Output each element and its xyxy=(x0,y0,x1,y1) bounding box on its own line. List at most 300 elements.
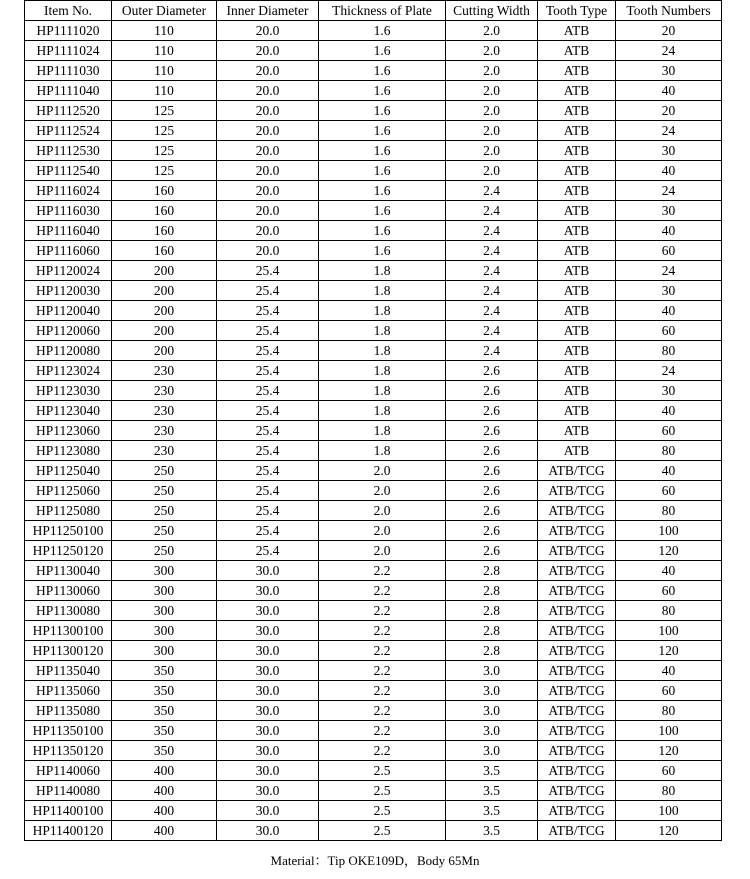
cell-item-no: HP1123024 xyxy=(25,361,112,381)
cell-inner-diameter: 30.0 xyxy=(217,701,319,721)
table-header xyxy=(25,1,722,21)
cell-item-no: HP1112540 xyxy=(25,161,112,181)
cell-outer-diameter: 110 xyxy=(112,21,217,41)
cell-cutting-width: 3.0 xyxy=(446,661,538,681)
table-row xyxy=(25,481,722,501)
cell-inner-diameter: 25.4 xyxy=(217,261,319,281)
cell-cutting-width: 2.8 xyxy=(446,641,538,661)
cell-tooth-type: ATB xyxy=(538,181,616,201)
cell-cutting-width: 2.8 xyxy=(446,621,538,641)
cell-thickness-of-plate: 1.8 xyxy=(319,261,446,281)
cell-thickness-of-plate: 2.2 xyxy=(319,561,446,581)
table-row xyxy=(25,221,722,241)
cell-item-no: HP1130080 xyxy=(25,601,112,621)
cell-tooth-type: ATB/TCG xyxy=(538,681,616,701)
cell-outer-diameter: 110 xyxy=(112,81,217,101)
cell-item-no: HP1123040 xyxy=(25,401,112,421)
cell-inner-diameter: 30.0 xyxy=(217,801,319,821)
cell-tooth-numbers: 80 xyxy=(616,781,722,801)
table-row xyxy=(25,641,722,661)
header-tooth-type: Tooth Type xyxy=(538,1,616,21)
cell-item-no: HP1111040 xyxy=(25,81,112,101)
cell-inner-diameter: 25.4 xyxy=(217,361,319,381)
cell-tooth-type: ATB xyxy=(538,381,616,401)
cell-item-no: HP1130060 xyxy=(25,581,112,601)
table-row xyxy=(25,201,722,221)
cell-thickness-of-plate: 1.8 xyxy=(319,421,446,441)
cell-inner-diameter: 30.0 xyxy=(217,761,319,781)
table-row xyxy=(25,701,722,721)
cell-tooth-type: ATB/TCG xyxy=(538,601,616,621)
cell-outer-diameter: 200 xyxy=(112,281,217,301)
cell-item-no: HP11300100 xyxy=(25,621,112,641)
cell-tooth-numbers: 30 xyxy=(616,281,722,301)
cell-tooth-numbers: 20 xyxy=(616,21,722,41)
cell-item-no: HP11300120 xyxy=(25,641,112,661)
header-outer-diameter: Outer Diameter xyxy=(112,1,217,21)
cell-cutting-width: 3.0 xyxy=(446,681,538,701)
cell-tooth-type: ATB/TCG xyxy=(538,821,616,841)
cell-inner-diameter: 25.4 xyxy=(217,341,319,361)
cell-tooth-type: ATB/TCG xyxy=(538,701,616,721)
cell-tooth-numbers: 24 xyxy=(616,261,722,281)
table-row xyxy=(25,601,722,621)
cell-thickness-of-plate: 2.5 xyxy=(319,801,446,821)
cell-tooth-type: ATB xyxy=(538,361,616,381)
cell-tooth-numbers: 100 xyxy=(616,621,722,641)
cell-outer-diameter: 160 xyxy=(112,201,217,221)
cell-tooth-numbers: 20 xyxy=(616,101,722,121)
cell-outer-diameter: 350 xyxy=(112,681,217,701)
cell-outer-diameter: 300 xyxy=(112,641,217,661)
table-row xyxy=(25,801,722,821)
cell-thickness-of-plate: 2.0 xyxy=(319,501,446,521)
cell-outer-diameter: 200 xyxy=(112,321,217,341)
cell-item-no: HP1125060 xyxy=(25,481,112,501)
table-row xyxy=(25,761,722,781)
cell-tooth-type: ATB xyxy=(538,321,616,341)
cell-outer-diameter: 230 xyxy=(112,441,217,461)
header-item-no: Item No. xyxy=(25,1,112,21)
cell-item-no: HP11250120 xyxy=(25,541,112,561)
cell-tooth-numbers: 80 xyxy=(616,441,722,461)
table-row xyxy=(25,741,722,761)
cell-inner-diameter: 30.0 xyxy=(217,821,319,841)
cell-cutting-width: 2.6 xyxy=(446,461,538,481)
table-row xyxy=(25,681,722,701)
cell-item-no: HP11350120 xyxy=(25,741,112,761)
cell-inner-diameter: 20.0 xyxy=(217,81,319,101)
cell-cutting-width: 2.6 xyxy=(446,361,538,381)
table-row xyxy=(25,341,722,361)
cell-tooth-numbers: 100 xyxy=(616,521,722,541)
cell-thickness-of-plate: 2.0 xyxy=(319,541,446,561)
cell-inner-diameter: 25.4 xyxy=(217,461,319,481)
cell-tooth-numbers: 30 xyxy=(616,141,722,161)
cell-inner-diameter: 30.0 xyxy=(217,621,319,641)
cell-cutting-width: 3.0 xyxy=(446,721,538,741)
cell-thickness-of-plate: 2.5 xyxy=(319,761,446,781)
cell-tooth-numbers: 40 xyxy=(616,561,722,581)
cell-cutting-width: 2.0 xyxy=(446,81,538,101)
table-row xyxy=(25,241,722,261)
cell-inner-diameter: 20.0 xyxy=(217,181,319,201)
cell-item-no: HP11250100 xyxy=(25,521,112,541)
cell-inner-diameter: 25.4 xyxy=(217,301,319,321)
table-row xyxy=(25,381,722,401)
cell-cutting-width: 2.4 xyxy=(446,201,538,221)
cell-cutting-width: 2.6 xyxy=(446,421,538,441)
cell-item-no: HP1125040 xyxy=(25,461,112,481)
cell-item-no: HP11400100 xyxy=(25,801,112,821)
cell-item-no: HP1123060 xyxy=(25,421,112,441)
cell-tooth-type: ATB/TCG xyxy=(538,761,616,781)
cell-cutting-width: 2.0 xyxy=(446,41,538,61)
cell-outer-diameter: 125 xyxy=(112,161,217,181)
cell-tooth-type: ATB xyxy=(538,161,616,181)
cell-item-no: HP1120040 xyxy=(25,301,112,321)
cell-tooth-numbers: 100 xyxy=(616,801,722,821)
cell-tooth-numbers: 40 xyxy=(616,661,722,681)
table-row xyxy=(25,301,722,321)
cell-inner-diameter: 25.4 xyxy=(217,281,319,301)
cell-inner-diameter: 20.0 xyxy=(217,21,319,41)
cell-item-no: HP1140080 xyxy=(25,781,112,801)
table-row xyxy=(25,441,722,461)
table-row xyxy=(25,121,722,141)
cell-tooth-numbers: 24 xyxy=(616,121,722,141)
cell-outer-diameter: 300 xyxy=(112,621,217,641)
cell-thickness-of-plate: 2.2 xyxy=(319,601,446,621)
cell-inner-diameter: 20.0 xyxy=(217,161,319,181)
cell-item-no: HP1130040 xyxy=(25,561,112,581)
cell-outer-diameter: 350 xyxy=(112,741,217,761)
cell-thickness-of-plate: 1.8 xyxy=(319,281,446,301)
cell-tooth-numbers: 30 xyxy=(616,61,722,81)
cell-tooth-numbers: 30 xyxy=(616,201,722,221)
cell-item-no: HP1140060 xyxy=(25,761,112,781)
cell-thickness-of-plate: 2.2 xyxy=(319,741,446,761)
cell-inner-diameter: 25.4 xyxy=(217,481,319,501)
cell-cutting-width: 3.5 xyxy=(446,761,538,781)
cell-outer-diameter: 400 xyxy=(112,781,217,801)
cell-outer-diameter: 250 xyxy=(112,521,217,541)
cell-cutting-width: 2.8 xyxy=(446,581,538,601)
cell-thickness-of-plate: 2.2 xyxy=(319,661,446,681)
header-tooth-numbers: Tooth Numbers xyxy=(616,1,722,21)
table-row xyxy=(25,821,722,841)
cell-thickness-of-plate: 1.6 xyxy=(319,141,446,161)
table-row xyxy=(25,501,722,521)
cell-cutting-width: 2.0 xyxy=(446,61,538,81)
cell-tooth-numbers: 24 xyxy=(616,181,722,201)
table-row xyxy=(25,621,722,641)
cell-outer-diameter: 230 xyxy=(112,421,217,441)
cell-item-no: HP11350100 xyxy=(25,721,112,741)
cell-tooth-numbers: 40 xyxy=(616,221,722,241)
cell-inner-diameter: 25.4 xyxy=(217,501,319,521)
cell-thickness-of-plate: 2.2 xyxy=(319,641,446,661)
cell-outer-diameter: 300 xyxy=(112,601,217,621)
cell-cutting-width: 3.5 xyxy=(446,821,538,841)
cell-inner-diameter: 30.0 xyxy=(217,741,319,761)
cell-cutting-width: 3.0 xyxy=(446,701,538,721)
cell-tooth-numbers: 40 xyxy=(616,81,722,101)
cell-inner-diameter: 30.0 xyxy=(217,641,319,661)
cell-tooth-numbers: 40 xyxy=(616,301,722,321)
cell-item-no: HP1112520 xyxy=(25,101,112,121)
cell-cutting-width: 2.0 xyxy=(446,141,538,161)
cell-thickness-of-plate: 2.2 xyxy=(319,721,446,741)
cell-inner-diameter: 25.4 xyxy=(217,321,319,341)
header-cutting-width: Cutting Width xyxy=(446,1,538,21)
cell-cutting-width: 2.6 xyxy=(446,381,538,401)
cell-tooth-numbers: 120 xyxy=(616,741,722,761)
cell-thickness-of-plate: 1.6 xyxy=(319,241,446,261)
cell-outer-diameter: 350 xyxy=(112,721,217,741)
cell-tooth-numbers: 60 xyxy=(616,241,722,261)
cell-item-no: HP1123030 xyxy=(25,381,112,401)
cell-thickness-of-plate: 1.6 xyxy=(319,41,446,61)
cell-outer-diameter: 230 xyxy=(112,361,217,381)
cell-outer-diameter: 250 xyxy=(112,541,217,561)
header-thickness-of-plate: Thickness of Plate xyxy=(319,1,446,21)
cell-cutting-width: 3.5 xyxy=(446,801,538,821)
cell-thickness-of-plate: 2.2 xyxy=(319,621,446,641)
cell-cutting-width: 2.4 xyxy=(446,221,538,241)
cell-thickness-of-plate: 2.5 xyxy=(319,781,446,801)
cell-cutting-width: 2.8 xyxy=(446,601,538,621)
cell-outer-diameter: 400 xyxy=(112,821,217,841)
cell-thickness-of-plate: 2.0 xyxy=(319,521,446,541)
table-row xyxy=(25,261,722,281)
cell-outer-diameter: 350 xyxy=(112,661,217,681)
cell-inner-diameter: 30.0 xyxy=(217,781,319,801)
cell-tooth-numbers: 100 xyxy=(616,721,722,741)
cell-tooth-type: ATB/TCG xyxy=(538,561,616,581)
cell-inner-diameter: 20.0 xyxy=(217,121,319,141)
cell-tooth-type: ATB xyxy=(538,301,616,321)
cell-cutting-width: 2.6 xyxy=(446,481,538,501)
cell-inner-diameter: 30.0 xyxy=(217,721,319,741)
cell-thickness-of-plate: 1.6 xyxy=(319,181,446,201)
cell-item-no: HP1123080 xyxy=(25,441,112,461)
cell-item-no: HP1120024 xyxy=(25,261,112,281)
cell-tooth-type: ATB xyxy=(538,341,616,361)
table-row xyxy=(25,21,722,41)
cell-thickness-of-plate: 1.6 xyxy=(319,21,446,41)
cell-outer-diameter: 110 xyxy=(112,61,217,81)
header-inner-diameter: Inner Diameter xyxy=(217,1,319,21)
cell-cutting-width: 2.6 xyxy=(446,441,538,461)
cell-inner-diameter: 25.4 xyxy=(217,541,319,561)
table-row xyxy=(25,581,722,601)
cell-inner-diameter: 30.0 xyxy=(217,681,319,701)
cell-cutting-width: 2.6 xyxy=(446,521,538,541)
cell-outer-diameter: 250 xyxy=(112,481,217,501)
cell-item-no: HP1111020 xyxy=(25,21,112,41)
cell-tooth-numbers: 80 xyxy=(616,601,722,621)
cell-tooth-type: ATB xyxy=(538,441,616,461)
cell-tooth-type: ATB xyxy=(538,41,616,61)
cell-item-no: HP1112524 xyxy=(25,121,112,141)
cell-item-no: HP1111030 xyxy=(25,61,112,81)
cell-outer-diameter: 300 xyxy=(112,561,217,581)
cell-inner-diameter: 30.0 xyxy=(217,561,319,581)
cell-outer-diameter: 110 xyxy=(112,41,217,61)
cell-thickness-of-plate: 1.6 xyxy=(319,81,446,101)
cell-item-no: HP1135060 xyxy=(25,681,112,701)
cell-thickness-of-plate: 1.8 xyxy=(319,321,446,341)
cell-tooth-numbers: 80 xyxy=(616,341,722,361)
cell-outer-diameter: 125 xyxy=(112,101,217,121)
cell-cutting-width: 2.6 xyxy=(446,541,538,561)
cell-tooth-type: ATB xyxy=(538,201,616,221)
cell-tooth-type: ATB xyxy=(538,401,616,421)
cell-item-no: HP1111024 xyxy=(25,41,112,61)
cell-thickness-of-plate: 1.6 xyxy=(319,201,446,221)
cell-tooth-type: ATB xyxy=(538,101,616,121)
cell-tooth-type: ATB xyxy=(538,221,616,241)
cell-cutting-width: 2.4 xyxy=(446,241,538,261)
cell-tooth-type: ATB xyxy=(538,241,616,261)
table-row xyxy=(25,61,722,81)
cell-outer-diameter: 160 xyxy=(112,241,217,261)
cell-thickness-of-plate: 2.2 xyxy=(319,581,446,601)
table-row xyxy=(25,781,722,801)
cell-thickness-of-plate: 1.8 xyxy=(319,341,446,361)
cell-item-no: HP1120060 xyxy=(25,321,112,341)
cell-thickness-of-plate: 1.8 xyxy=(319,301,446,321)
cell-tooth-numbers: 120 xyxy=(616,541,722,561)
table-row xyxy=(25,721,722,741)
cell-thickness-of-plate: 1.8 xyxy=(319,441,446,461)
cell-tooth-numbers: 120 xyxy=(616,821,722,841)
table-row xyxy=(25,181,722,201)
cell-tooth-numbers: 40 xyxy=(616,401,722,421)
table-row xyxy=(25,161,722,181)
cell-tooth-type: ATB/TCG xyxy=(538,621,616,641)
cell-thickness-of-plate: 1.8 xyxy=(319,401,446,421)
table-row xyxy=(25,461,722,481)
cell-inner-diameter: 25.4 xyxy=(217,421,319,441)
cell-item-no: HP1120080 xyxy=(25,341,112,361)
cell-thickness-of-plate: 1.8 xyxy=(319,361,446,381)
cell-inner-diameter: 20.0 xyxy=(217,141,319,161)
cell-inner-diameter: 20.0 xyxy=(217,41,319,61)
cell-tooth-type: ATB xyxy=(538,281,616,301)
table-body xyxy=(25,21,722,841)
cell-inner-diameter: 20.0 xyxy=(217,241,319,261)
cell-outer-diameter: 400 xyxy=(112,801,217,821)
cell-tooth-type: ATB/TCG xyxy=(538,501,616,521)
cell-inner-diameter: 25.4 xyxy=(217,441,319,461)
cell-outer-diameter: 200 xyxy=(112,261,217,281)
cell-outer-diameter: 125 xyxy=(112,141,217,161)
cell-cutting-width: 2.4 xyxy=(446,281,538,301)
cell-inner-diameter: 30.0 xyxy=(217,581,319,601)
cell-inner-diameter: 20.0 xyxy=(217,101,319,121)
cell-tooth-numbers: 60 xyxy=(616,321,722,341)
cell-tooth-numbers: 60 xyxy=(616,681,722,701)
cell-cutting-width: 2.4 xyxy=(446,181,538,201)
table-row xyxy=(25,141,722,161)
table-row xyxy=(25,281,722,301)
cell-cutting-width: 2.4 xyxy=(446,341,538,361)
cell-inner-diameter: 25.4 xyxy=(217,381,319,401)
cell-tooth-type: ATB/TCG xyxy=(538,661,616,681)
cell-tooth-type: ATB xyxy=(538,61,616,81)
cell-item-no: HP1116040 xyxy=(25,221,112,241)
cell-item-no: HP1112530 xyxy=(25,141,112,161)
cell-tooth-type: ATB/TCG xyxy=(538,721,616,741)
cell-thickness-of-plate: 1.6 xyxy=(319,61,446,81)
cell-item-no: HP1120030 xyxy=(25,281,112,301)
cell-cutting-width: 2.6 xyxy=(446,401,538,421)
cell-item-no: HP1135040 xyxy=(25,661,112,681)
cell-tooth-type: ATB xyxy=(538,81,616,101)
cell-tooth-numbers: 80 xyxy=(616,701,722,721)
cell-tooth-numbers: 60 xyxy=(616,421,722,441)
cell-inner-diameter: 30.0 xyxy=(217,661,319,681)
cell-outer-diameter: 160 xyxy=(112,221,217,241)
cell-inner-diameter: 20.0 xyxy=(217,201,319,221)
cell-thickness-of-plate: 1.6 xyxy=(319,121,446,141)
cell-item-no: HP11400120 xyxy=(25,821,112,841)
cell-thickness-of-plate: 2.5 xyxy=(319,821,446,841)
table-row xyxy=(25,541,722,561)
cell-tooth-type: ATB/TCG xyxy=(538,641,616,661)
cell-tooth-type: ATB/TCG xyxy=(538,461,616,481)
cell-cutting-width: 2.4 xyxy=(446,301,538,321)
header-row xyxy=(25,1,722,21)
cell-tooth-type: ATB/TCG xyxy=(538,781,616,801)
cell-outer-diameter: 200 xyxy=(112,301,217,321)
cell-outer-diameter: 350 xyxy=(112,701,217,721)
cell-thickness-of-plate: 2.2 xyxy=(319,701,446,721)
cell-tooth-type: ATB/TCG xyxy=(538,581,616,601)
cell-thickness-of-plate: 1.6 xyxy=(319,221,446,241)
cell-outer-diameter: 230 xyxy=(112,381,217,401)
cell-tooth-type: ATB/TCG xyxy=(538,541,616,561)
cell-tooth-numbers: 60 xyxy=(616,581,722,601)
cell-tooth-numbers: 60 xyxy=(616,481,722,501)
cell-tooth-type: ATB xyxy=(538,121,616,141)
cell-cutting-width: 2.0 xyxy=(446,101,538,121)
cell-tooth-type: ATB xyxy=(538,21,616,41)
cell-tooth-type: ATB xyxy=(538,141,616,161)
cell-inner-diameter: 25.4 xyxy=(217,401,319,421)
cell-cutting-width: 3.5 xyxy=(446,781,538,801)
table-row xyxy=(25,321,722,341)
cell-tooth-numbers: 24 xyxy=(616,361,722,381)
cell-cutting-width: 2.0 xyxy=(446,21,538,41)
cell-cutting-width: 2.0 xyxy=(446,121,538,141)
table-row xyxy=(25,561,722,581)
cell-inner-diameter: 30.0 xyxy=(217,601,319,621)
cell-tooth-type: ATB xyxy=(538,421,616,441)
cell-tooth-numbers: 24 xyxy=(616,41,722,61)
cell-tooth-type: ATB/TCG xyxy=(538,481,616,501)
cell-tooth-numbers: 40 xyxy=(616,161,722,181)
table-row xyxy=(25,521,722,541)
cell-cutting-width: 2.8 xyxy=(446,561,538,581)
cell-outer-diameter: 200 xyxy=(112,341,217,361)
cell-inner-diameter: 20.0 xyxy=(217,221,319,241)
cell-outer-diameter: 160 xyxy=(112,181,217,201)
cell-cutting-width: 2.4 xyxy=(446,261,538,281)
table-row xyxy=(25,81,722,101)
